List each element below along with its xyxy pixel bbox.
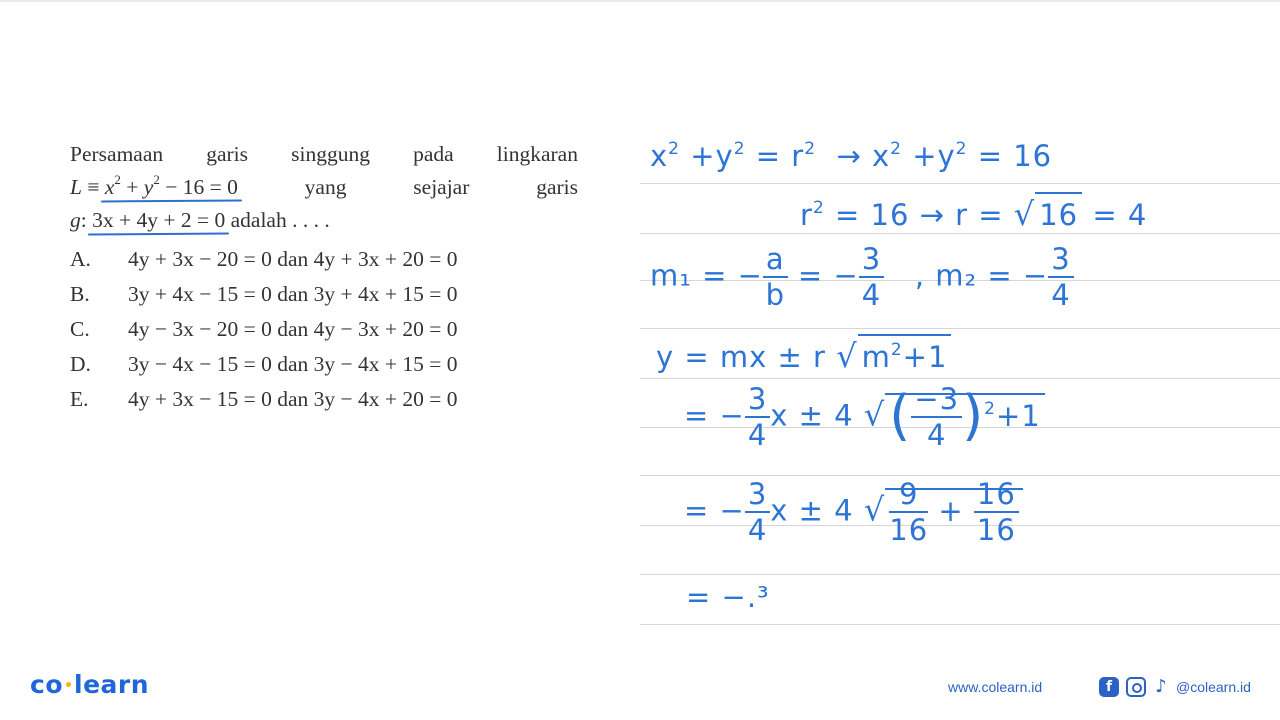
option-text: 4y − 3x − 20 = 0 dan 4y − 3x + 20 = 0 bbox=[128, 317, 458, 341]
option-a[interactable] bbox=[70, 242, 458, 276]
question-line-1 bbox=[70, 138, 578, 170]
work-line-7: = −.³ bbox=[686, 580, 770, 614]
colearn-logo[interactable]: co learn bbox=[30, 670, 150, 699]
word: yang bbox=[304, 175, 347, 199]
social-links bbox=[1099, 677, 1251, 697]
website-link[interactable]: www.colearn.id bbox=[948, 679, 1043, 695]
option-e[interactable] bbox=[70, 382, 458, 416]
tiktok-icon[interactable]: ♪ bbox=[1155, 676, 1167, 697]
work-line-5: = − $\frac{3}{4}$ x ± 4 √( $\frac{-3}{4}$ )$^2$+1 bbox=[684, 385, 1045, 450]
word: singgung bbox=[291, 142, 370, 166]
line-equation-underlined: 3x + 4y + 2 = 0 bbox=[92, 208, 226, 232]
option-text: 3y − 4x − 15 = 0 dan 3y − 4x + 15 = 0 bbox=[128, 352, 458, 376]
circle-equation bbox=[70, 171, 238, 203]
top-border bbox=[0, 0, 1280, 2]
option-letter: E. bbox=[70, 387, 89, 411]
word: pada bbox=[413, 142, 454, 166]
question-line-3: g: 3x + 4y + 2 = 0 adalah . . . . bbox=[70, 208, 330, 232]
ruled-line bbox=[640, 183, 1280, 184]
circle-equation-underlined: $x^2 + y^2 - 16 = 0$ bbox=[104, 171, 238, 199]
instagram-icon[interactable] bbox=[1126, 677, 1146, 697]
work-line-1: $x^2 +y^2 = r^2 \to x^2 +y^2 = 16$ bbox=[650, 139, 1053, 173]
ruled-line bbox=[640, 574, 1280, 575]
ruled-line bbox=[640, 328, 1280, 329]
option-letter: D. bbox=[70, 352, 91, 376]
word: garis bbox=[536, 175, 578, 199]
work-line-4: y = mx ± r √ $m^2+1$ bbox=[656, 340, 951, 372]
option-letter: B. bbox=[70, 282, 90, 306]
option-letter: A. bbox=[70, 247, 91, 271]
work-line-2: $r^2 = 16 \to r$ = √ 16 = 4 bbox=[800, 198, 1147, 230]
circle-name: L bbox=[70, 175, 82, 199]
word: lingkaran bbox=[496, 142, 578, 166]
ruled-line bbox=[640, 233, 1280, 234]
option-letter: C. bbox=[70, 317, 90, 341]
work-line-3: m₁ = − $\frac{a}{b}$ = − $\frac{3}{4}$ , m₂ = − $\frac{3}{4}$ bbox=[650, 245, 1074, 310]
equiv-symbol: ≡ bbox=[87, 175, 100, 199]
ruled-line bbox=[640, 475, 1280, 476]
option-c[interactable] bbox=[70, 312, 458, 346]
option-text: 3y + 4x − 15 = 0 dan 3y + 4x + 15 = 0 bbox=[128, 282, 458, 306]
word: Persamaan bbox=[70, 142, 164, 166]
line-name: g bbox=[70, 208, 81, 232]
question-tail: adalah . . . . bbox=[230, 208, 330, 232]
word: garis bbox=[206, 142, 249, 166]
question-line-2 bbox=[70, 171, 578, 203]
ruled-line bbox=[640, 624, 1280, 625]
option-text: 4y + 3x − 20 = 0 dan 4y + 3x + 20 = 0 bbox=[128, 247, 458, 271]
logo-dot-icon bbox=[66, 682, 71, 687]
option-text: 4y + 3x − 15 = 0 dan 3y − 4x + 20 = 0 bbox=[128, 387, 458, 411]
social-handle[interactable]: @colearn.id bbox=[1176, 679, 1251, 695]
ruled-line bbox=[640, 378, 1280, 379]
option-b[interactable] bbox=[70, 277, 458, 311]
facebook-icon[interactable]: f bbox=[1099, 677, 1119, 697]
work-line-6: = − $\frac{3}{4}$ x ± 4 √ $\frac{9}{16}$ + $\frac{16}{16}$ bbox=[684, 480, 1023, 545]
option-d[interactable] bbox=[70, 347, 458, 381]
word: sejajar bbox=[413, 175, 470, 199]
